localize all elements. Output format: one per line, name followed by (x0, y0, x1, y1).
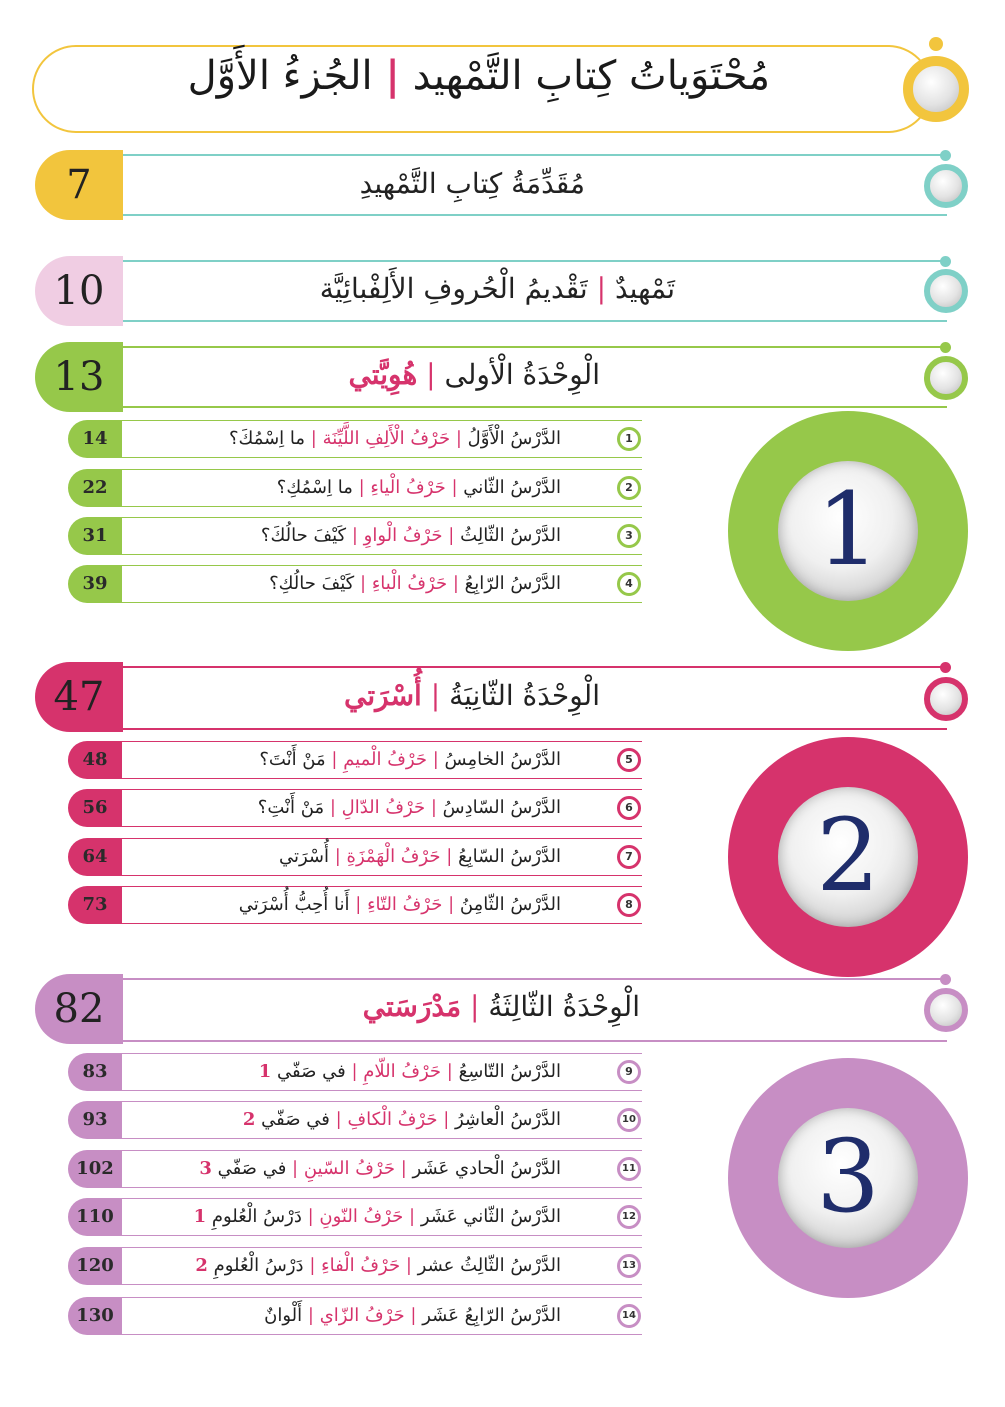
lesson-text (195, 1255, 561, 1276)
lesson-page-number: 102 (68, 1150, 122, 1188)
unit3-big-circle (728, 1058, 968, 1298)
unit2-ring-icon (924, 677, 968, 721)
lesson-sep: | (310, 428, 317, 449)
lesson-line-top (122, 565, 642, 566)
unit1-ring-icon (924, 356, 968, 400)
lesson-sep: | (409, 1206, 416, 1227)
lesson-sep: | (351, 1061, 358, 1082)
lesson-sep: | (400, 1158, 407, 1179)
prelude-line-bottom (122, 320, 947, 322)
lesson-letter: حَرْفُ السّينِ (303, 1158, 395, 1179)
unit3-big-number: 3 (816, 1118, 880, 1235)
lesson-text (259, 749, 561, 770)
lesson-line-bottom (122, 554, 642, 555)
unit1-line-top (122, 346, 947, 348)
lesson-page-number: 110 (68, 1198, 122, 1236)
prelude-page-number[interactable]: 10 (35, 256, 123, 326)
lesson-line-bottom (122, 1334, 642, 1335)
lesson-topic: في صَفّي (261, 1109, 330, 1130)
lesson-topic: في صَفّي (276, 1061, 346, 1082)
lesson-topic: أَلْوانٌ (264, 1305, 303, 1326)
intro-title[interactable]: مُقَدِّمَةُ كِتابِ التَّمْهيدِ (359, 167, 585, 200)
title-part1: مُحْتَوَياتُ كِتابِ التَّمْهيد (412, 53, 770, 99)
unit1-big-number: 1 (816, 471, 880, 588)
unit3-page-number[interactable]: 82 (35, 974, 123, 1044)
lesson-line-top (122, 1247, 642, 1248)
intro-line-top (122, 154, 947, 156)
lesson-line-bottom (122, 457, 642, 458)
lesson-number-badge: 5 (617, 748, 641, 772)
lesson-letter: حَرْفُ الْفاءِ (321, 1255, 401, 1276)
unit3-title[interactable] (363, 990, 640, 1023)
lesson-topic-number: 3 (199, 1158, 212, 1179)
lesson-sep: | (443, 1109, 450, 1130)
lesson-name: الدَّرْسُ الثّالِثُ (460, 525, 561, 546)
lesson-page-number: 73 (68, 886, 122, 924)
unit2-title[interactable] (344, 679, 600, 712)
lesson-name: الدَّرْسُ الثّامِنُ (459, 894, 561, 915)
unit2-page-number[interactable]: 47 (35, 662, 123, 732)
lesson-name: الدَّرْسُ التّاسِعُ (458, 1061, 561, 1082)
lesson-letter: حَرْفُ الدّالِ (341, 797, 426, 818)
lesson-line-bottom (122, 602, 642, 603)
intro-ring-icon (924, 164, 968, 208)
lesson-letter: حَرْفُ الْباءِ (371, 573, 448, 594)
lesson-line-top (122, 789, 642, 790)
title-ring-icon (903, 56, 969, 122)
lesson-line-top (122, 741, 642, 742)
lesson-text (269, 573, 561, 594)
prelude-title-main: تَمْهيدٌ (614, 272, 675, 305)
lesson-text (194, 1206, 561, 1227)
lesson-text (261, 525, 561, 546)
lesson-number-badge: 1 (617, 427, 641, 451)
lesson-line-top (122, 420, 642, 421)
unit1-page-number[interactable]: 13 (35, 342, 123, 412)
lesson-line-bottom (122, 1138, 642, 1139)
lesson-line-top (122, 1053, 642, 1054)
lesson-topic: كَيْفَ حالُكَ؟ (260, 525, 347, 546)
intro-line-bottom (122, 214, 947, 216)
lesson-topic: أُسْرَتي (278, 846, 329, 867)
lesson-number-badge: 4 (617, 572, 641, 596)
lesson-topic: مَنْ أَنْتَ؟ (259, 749, 326, 770)
unit3-line-top (122, 978, 947, 980)
lesson-page-number: 120 (68, 1247, 122, 1285)
lesson-line-bottom (122, 875, 642, 876)
lesson-letter: حَرْفُ الزّاي (319, 1305, 405, 1326)
lesson-text (264, 1305, 561, 1326)
unit1-line-bottom (122, 406, 947, 408)
lesson-line-bottom (122, 1187, 642, 1188)
lesson-sep: | (452, 573, 459, 594)
unit2-big-circle-inner (778, 787, 918, 927)
lesson-number-badge: 14 (617, 1304, 641, 1328)
unit2-big-circle (728, 737, 968, 977)
unit3-subtitle: مَدْرَسَتي (362, 990, 462, 1023)
unit1-dot (940, 342, 951, 353)
lesson-line-top (122, 838, 642, 839)
lesson-text (258, 797, 561, 818)
lesson-sep: | (309, 1255, 316, 1276)
lesson-number-badge: 2 (617, 476, 641, 500)
lesson-number-badge: 12 (617, 1205, 641, 1229)
lesson-page-number: 48 (68, 741, 122, 779)
lesson-letter: حَرْفُ الْهَمْزَةِ (346, 846, 441, 867)
lesson-letter: حَرْفُ الْأَلِفِ اللَّيِّنَة (322, 428, 451, 449)
lesson-text (277, 477, 561, 498)
lesson-line-top (122, 1198, 642, 1199)
lesson-name: الدَّرْسُ السّادِسُ (442, 797, 561, 818)
unit3-dot (940, 974, 951, 985)
unit1-title-main: الْوِحْدَةُ الْأولى (444, 358, 600, 391)
lesson-number-badge: 11 (617, 1157, 641, 1181)
lesson-number-badge: 8 (617, 893, 641, 917)
intro-dot (940, 150, 951, 161)
title-separator: | (385, 52, 400, 99)
lesson-line-bottom (122, 1284, 642, 1285)
prelude-line-top (122, 260, 947, 262)
lesson-text (199, 1158, 561, 1179)
lesson-page-number: 31 (68, 517, 122, 555)
lesson-page-number: 93 (68, 1101, 122, 1139)
lesson-sep: | (331, 749, 338, 770)
lesson-line-bottom (122, 1090, 642, 1091)
lesson-line-top (122, 469, 642, 470)
page-title (188, 52, 770, 99)
lesson-text (239, 894, 561, 915)
lesson-name: الدَّرْسُ الخامِسُ (444, 749, 561, 770)
prelude-subtitle: تَقْديمُ الْحُروفِ الأَلِفْبائِيَّة (319, 272, 588, 305)
title-part2: الجُزءُ الأَوَّل (187, 53, 373, 99)
unit2-line-bottom (122, 728, 947, 730)
lesson-number-badge: 10 (617, 1108, 641, 1132)
lesson-topic-number: 1 (193, 1206, 207, 1227)
lesson-text (279, 846, 561, 867)
lesson-sep: | (451, 477, 458, 498)
lesson-number-badge: 13 (617, 1254, 641, 1278)
lesson-sep: | (455, 428, 462, 449)
lesson-line-bottom (122, 826, 642, 827)
lesson-number-badge: 3 (617, 524, 641, 548)
lesson-sep: | (351, 525, 358, 546)
lesson-sep: | (307, 1206, 314, 1227)
lesson-page-number: 130 (68, 1297, 122, 1335)
lesson-sep: | (446, 1061, 453, 1082)
lesson-sep: | (448, 894, 455, 915)
lesson-sep: | (358, 477, 365, 498)
lesson-page-number: 64 (68, 838, 122, 876)
lesson-text (229, 428, 561, 449)
unit2-dot (940, 662, 951, 673)
lesson-page-number: 14 (68, 420, 122, 458)
lesson-sep: | (307, 1305, 314, 1326)
lesson-topic: دَرْسُ الْعُلومِ (211, 1206, 302, 1227)
lesson-topic: دَرْسُ الْعُلومِ (213, 1255, 304, 1276)
lesson-line-bottom (122, 1235, 642, 1236)
unit1-subtitle: هُوِيَّتي (348, 358, 418, 391)
unit3-separator: | (470, 990, 480, 1023)
lesson-sep: | (448, 525, 455, 546)
lesson-name: الدَّرْسُ الْحادي عَشَر (412, 1158, 561, 1179)
prelude-separator: | (596, 272, 607, 305)
title-dot (929, 37, 943, 51)
lesson-line-top (122, 1297, 642, 1298)
lesson-name: الدَّرْسُ السّابِعُ (458, 846, 561, 867)
lesson-line-bottom (122, 506, 642, 507)
lesson-number-badge: 9 (617, 1060, 641, 1084)
lesson-sep: | (360, 573, 367, 594)
unit1-title[interactable] (348, 358, 600, 391)
lesson-text (259, 1061, 561, 1082)
lesson-sep: | (446, 846, 453, 867)
unit3-line-bottom (122, 1040, 947, 1042)
lesson-name: الدَّرْسُ الْأَوَّلُ (467, 428, 561, 449)
lesson-page-number: 83 (68, 1053, 122, 1091)
lesson-name: الدَّرْسُ الثّالِثُ عشر (417, 1255, 561, 1276)
lesson-page-number: 56 (68, 789, 122, 827)
lesson-topic: في صَفّي (217, 1158, 287, 1179)
lesson-sep: | (292, 1158, 299, 1179)
lesson-topic: أَنا أُحِبُّ أُسْرَتي (238, 894, 350, 915)
lesson-letter: حَرْفُ اللّامِ (363, 1061, 442, 1082)
lesson-letter: حَرْفُ الْواوِ (363, 525, 443, 546)
lesson-letter: حَرْفُ الْميمِ (343, 749, 427, 770)
unit2-line-top (122, 666, 947, 668)
lesson-topic: مَنْ أَنْتِ؟ (257, 797, 325, 818)
unit3-ring-icon (924, 988, 968, 1032)
lesson-name: الدَّرْسُ الْعاشِرُ (455, 1109, 561, 1130)
lesson-topic-number: 1 (258, 1061, 272, 1082)
lesson-number-badge: 7 (617, 845, 641, 869)
lesson-line-top (122, 886, 642, 887)
lesson-sep: | (430, 797, 437, 818)
lesson-text (243, 1109, 561, 1130)
lesson-name: الدَّرْسُ الرّابِعُ عَشَر (422, 1305, 561, 1326)
lesson-line-top (122, 1101, 642, 1102)
lesson-topic-number: 2 (195, 1255, 208, 1276)
unit2-separator: | (430, 679, 441, 712)
lesson-topic: كَيْفَ حالُكِ؟ (269, 573, 355, 594)
lesson-name: الدَّرْسُ الثّاني (463, 477, 561, 498)
lesson-line-bottom (122, 923, 642, 924)
lesson-topic: ما اِسْمُكِ؟ (276, 477, 353, 498)
lesson-page-number: 39 (68, 565, 122, 603)
lesson-letter: حَرْفُ الْكافِ (347, 1109, 438, 1130)
lesson-letter: حَرْفُ الْياءِ (370, 477, 446, 498)
lesson-sep: | (410, 1305, 417, 1326)
lesson-sep: | (405, 1255, 412, 1276)
unit2-title-main: الْوِحْدَةُ الثّانِيَةُ (449, 679, 600, 712)
unit1-separator: | (426, 358, 436, 391)
unit1-big-circle-inner (778, 461, 918, 601)
prelude-title[interactable] (320, 272, 675, 305)
prelude-ring-icon (924, 269, 968, 313)
lesson-sep: | (432, 749, 439, 770)
lesson-sep: | (355, 894, 362, 915)
lesson-line-top (122, 1150, 642, 1151)
lesson-line-top (122, 517, 642, 518)
unit3-big-circle-inner (778, 1108, 918, 1248)
prelude-dot (940, 256, 951, 267)
unit2-subtitle: أُسْرَتي (344, 679, 422, 712)
unit2-big-number: 2 (816, 797, 880, 914)
lesson-letter: حَرْفُ التّاءِ (367, 894, 443, 915)
lesson-name: الدَّرْسُ الثّاني عَشَر (420, 1206, 561, 1227)
unit3-title-main: الْوِحْدَةُ الثّالِثَةُ (488, 990, 640, 1023)
lesson-topic-number: 2 (242, 1109, 256, 1130)
lesson-sep: | (329, 797, 336, 818)
lesson-sep: | (335, 1109, 342, 1130)
unit1-big-circle (728, 411, 968, 651)
lesson-page-number: 22 (68, 469, 122, 507)
lesson-name: الدَّرْسُ الرّابِعُ (464, 573, 561, 594)
lesson-letter: حَرْفُ النّونِ (319, 1206, 404, 1227)
lesson-number-badge: 6 (617, 796, 641, 820)
lesson-line-bottom (122, 778, 642, 779)
lesson-topic: ما اِسْمُكَ؟ (228, 428, 306, 449)
intro-page-number[interactable]: 7 (35, 150, 123, 220)
lesson-sep: | (334, 846, 341, 867)
